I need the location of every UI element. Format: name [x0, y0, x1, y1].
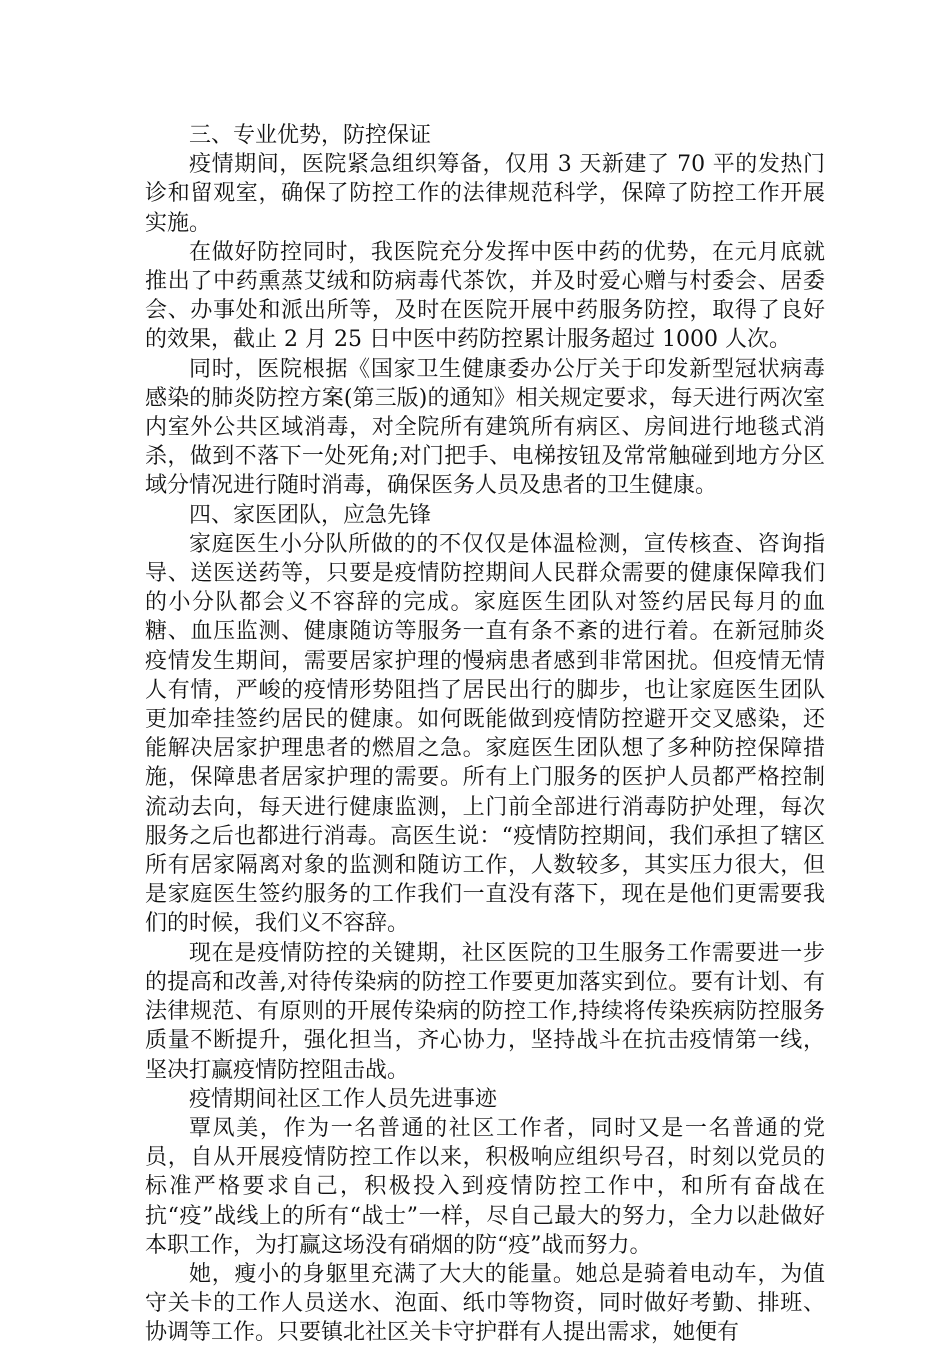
- paragraph: 她，瘦小的身躯里充满了大大的能量。她总是骑着电动车，为值守关卡的工作人员送水、泡面、纸巾等物资，同时做好考勤、排班、协调等工作。只要镇北社区关卡守护群有人提出需求，她便有: [145, 1261, 825, 1346]
- paragraph: 同时，医院根据《国家卫生健康委办公厅关于印发新型冠状病毒感染的肺炎防控方案(第三版)的通知》相关规定要求，每天进行两次室内室外公共区域消毒，对全院所有建筑所有病区、房间进行地毯式消杀，做到不落下一处死角;对门把手、电梯按钮及常常触碰到地方分区域分情况进行随时消毒，确保医务人员及患者的卫生健康。: [145, 356, 825, 499]
- article-title: 疫情期间社区工作人员先进事迹: [189, 1086, 498, 1112]
- paragraph: 疫情期间，医院紧急组织筹备，仅用 3 天新建了 70 平的发热门诊和留观室，确保了防控工作的法律规范科学，保障了防控工作开展实施。: [145, 152, 825, 236]
- paragraph: 在做好防控同时，我医院充分发挥中医中药的优势，在元月底就推出了中药熏蒸艾绒和防病毒代茶饮，并及时爱心赠与村委会、居委会、办事处和派出所等，及时在医院开展中药服务防控，取得了良好的效果，截止 2 月 25 日中医中药防控累计服务超过 1000 人次。: [145, 239, 825, 353]
- document-page: [145, 121, 825, 1348]
- paragraph: 现在是疫情防控的关键期，社区医院的卫生服务工作需要进一步的提高和改善,对待传染病的防控工作要更加落实到位。要有计划、有法律规范、有原则的开展传染病的防控工作,持续将传染疾病防控服务质量不断提升，强化担当，齐心协力，坚持战斗在抗击疫情第一线，坚决打赢疫情防控阻击战。: [145, 940, 825, 1083]
- section-heading-3: 三、专业优势，防控保证: [189, 123, 432, 148]
- paragraph: 覃凤美，作为一名普通的社区工作者，同时又是一名普通的党员，自从开展疫情防控工作以来，积极响应组织号召，时刻以党员的标准严格要求自己，积极投入到疫情防控工作中，和所有奋战在抗“疫”战线上的所有“战士”一样，尽自己最大的努力，全力以赴做好本职工作，为打赢这场没有硝烟的防“疫”战而努力。: [145, 1115, 825, 1258]
- paragraph: 家庭医生小分队所做的的不仅仅是体温检测，宣传核查、咨询指导、送医送药等，只要是疫情防控期间人民群众需要的健康保障我们的小分队都会义不容辞的完成。家庭医生团队对签约居民每月的血糖、血压监测、健康随访等服务一直有条不紊的进行着。在新冠肺炎疫情发生期间，需要居家护理的慢病患者感到非常困扰。但疫情无情人有情，严峻的疫情形势阻挡了居民出行的脚步，也让家庭医生团队更加牵挂签约居民的健康。如何既能做到疫情防控避开交叉感染，还能解决居家护理患者的燃眉之急。家庭医生团队想了多种防控保障措施，保障患者居家护理的需要。所有上门服务的医护人员都严格控制流动去向，每天进行健康监测，上门前全部进行消毒防护处理，每次服务之后也都进行消毒。高医生说：“疫情防控期间，我们承担了辖区所有居家隔离对象的监测和随访工作，人数较多，其实压力很大，但是家庭医生签约服务的工作我们一直没有落下，现在是他们更需要我们的时候，我们义不容辞。: [145, 531, 825, 937]
- section-heading-4: 四、家医团队，应急先锋: [189, 502, 432, 528]
